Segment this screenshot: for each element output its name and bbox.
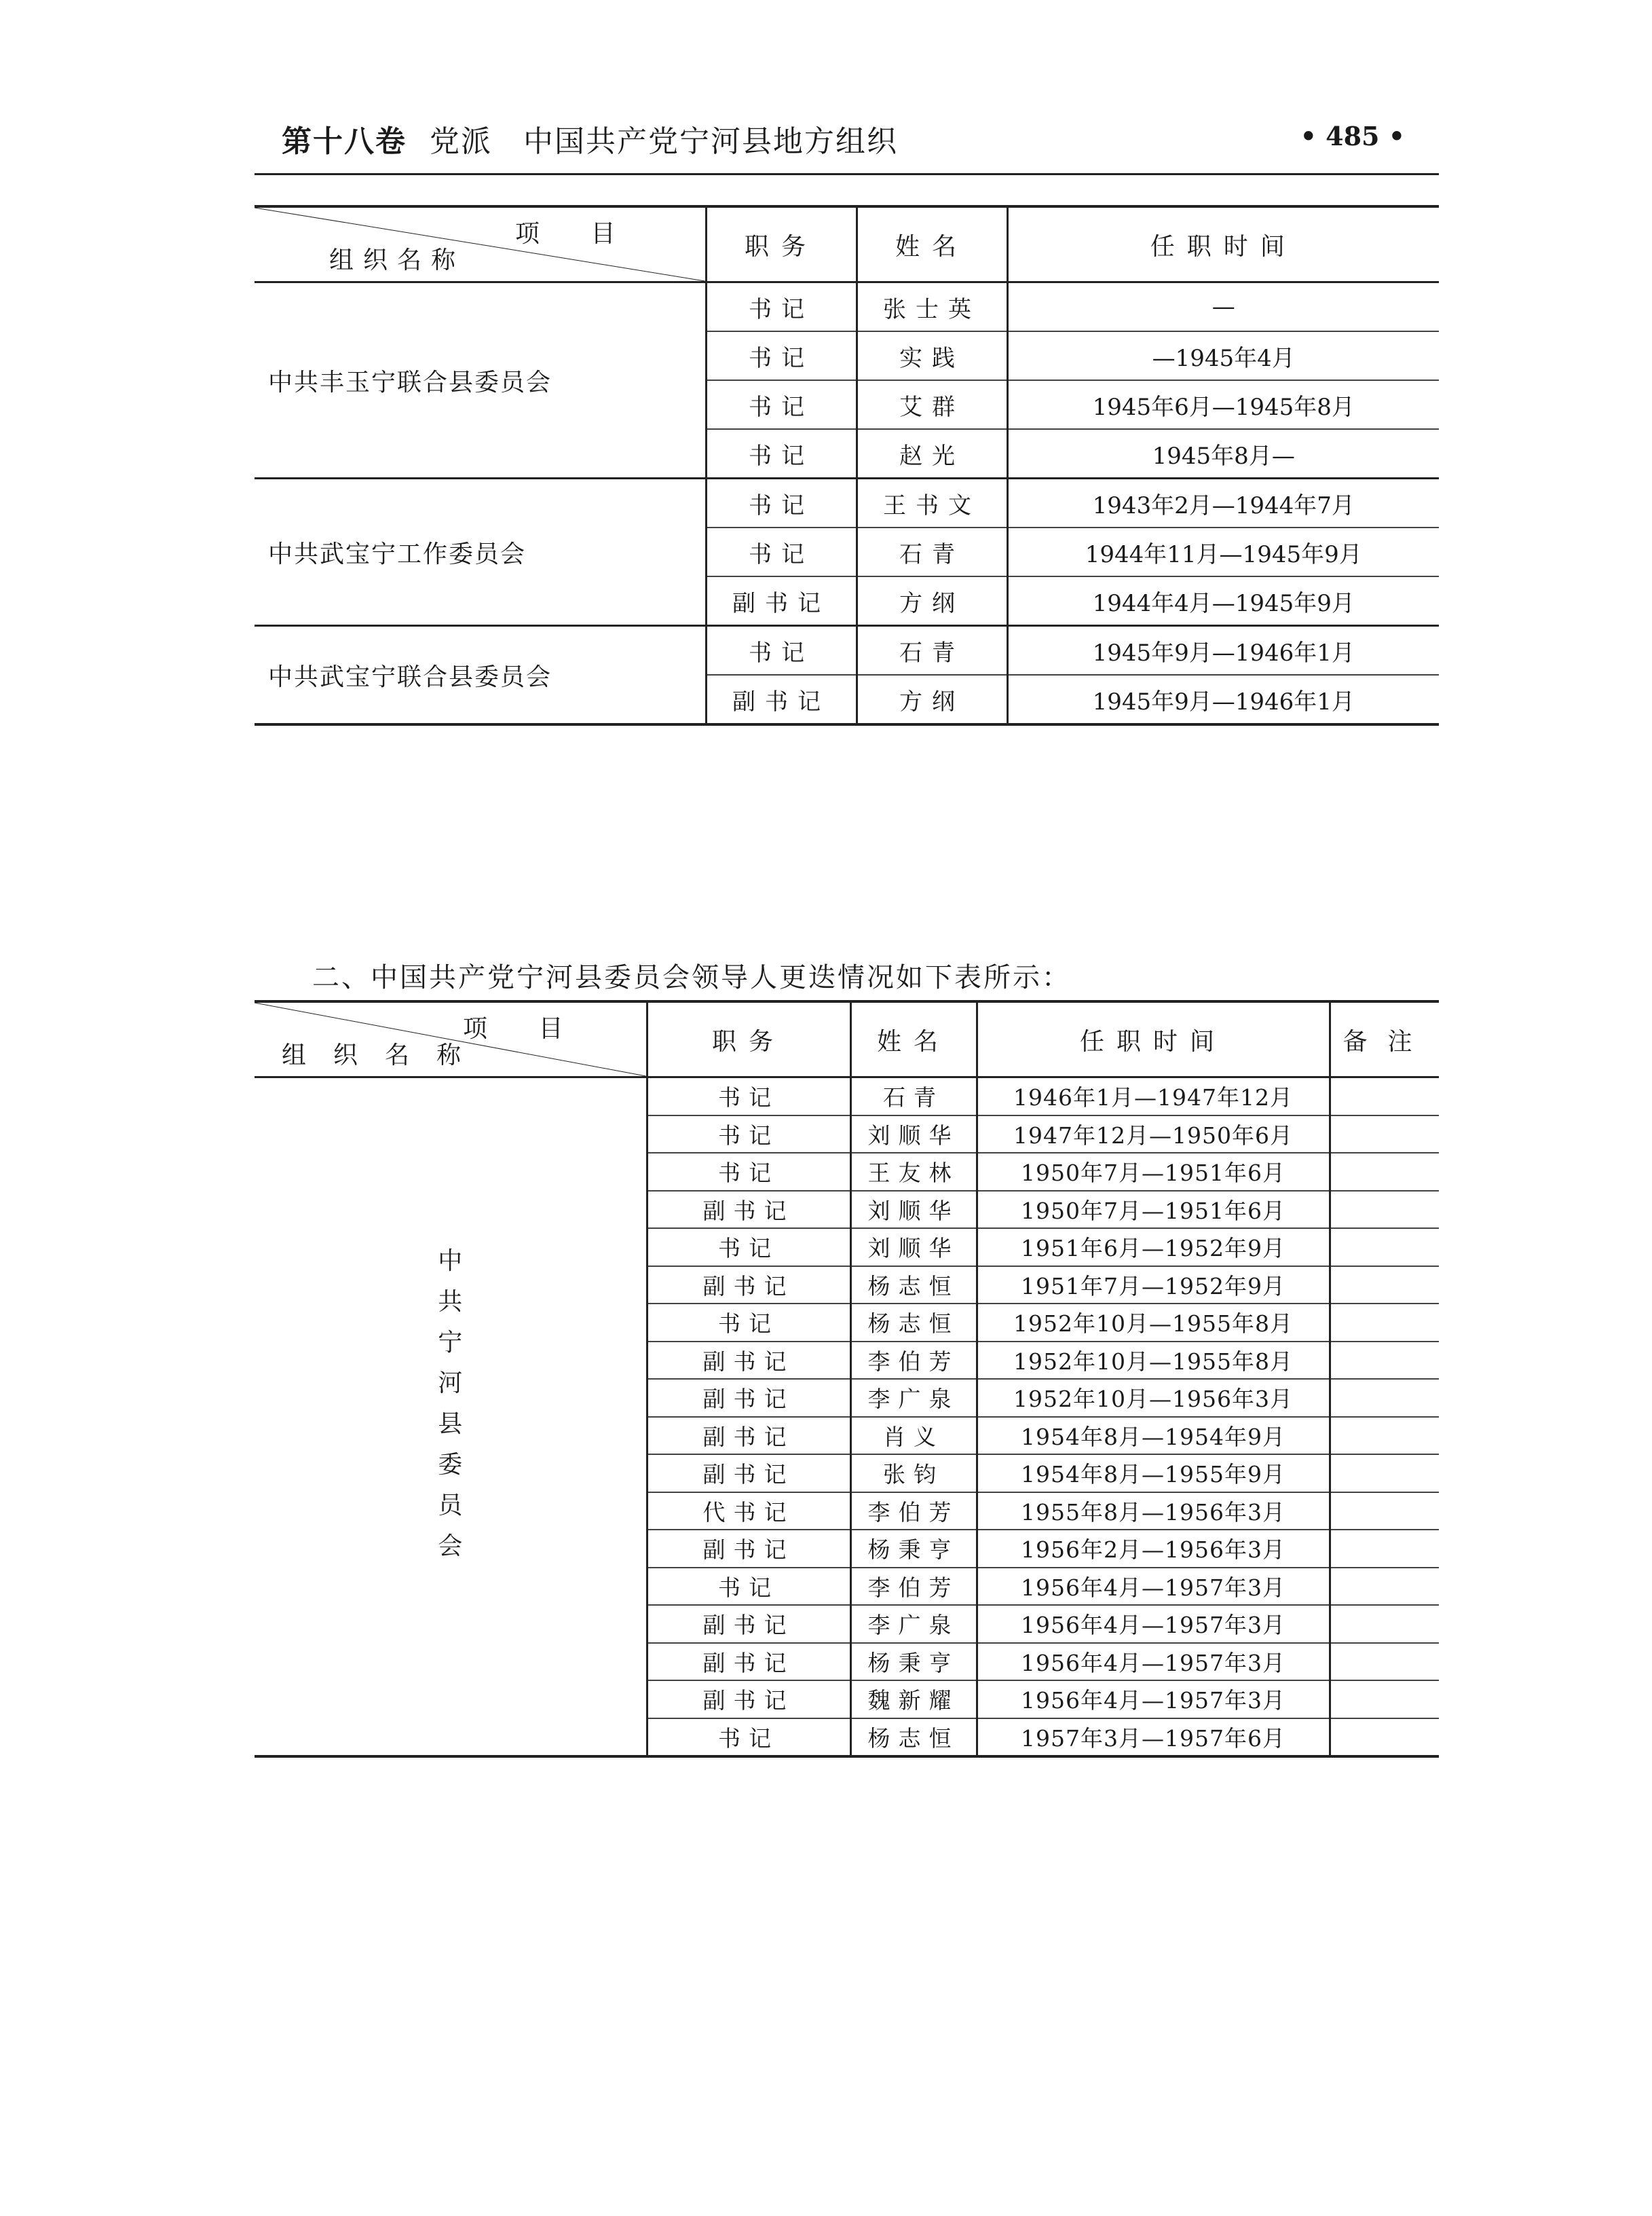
name-cell: 杨志恒 xyxy=(850,1266,977,1304)
period-cell: 1956年4月—1957年3月 xyxy=(977,1643,1330,1681)
position-cell: 书记 xyxy=(706,282,857,332)
name-cell: 刘顺华 xyxy=(850,1228,977,1266)
corner-diagonal xyxy=(255,208,705,281)
position-cell: 副书记 xyxy=(706,576,857,626)
position-cell: 副书记 xyxy=(647,1417,850,1455)
corner-header xyxy=(255,1001,647,1077)
position-cell: 副书记 xyxy=(647,1266,850,1304)
org-name-char: 宁 xyxy=(438,1329,463,1356)
org-name-char: 会 xyxy=(438,1532,463,1560)
name-cell: 赵光 xyxy=(857,429,1007,479)
position-cell: 副书记 xyxy=(647,1530,850,1568)
org-name-cell: 中共武宝宁联合县委员会 xyxy=(255,626,706,725)
remark-cell xyxy=(1330,1342,1439,1380)
position-cell: 副书记 xyxy=(647,1379,850,1417)
org-name-char: 河 xyxy=(438,1369,463,1397)
name-cell: 王书文 xyxy=(857,479,1007,528)
remark-cell xyxy=(1330,1266,1439,1304)
position-cell: 书记 xyxy=(647,1115,850,1153)
position-cell: 书记 xyxy=(706,479,857,528)
page-number: • 485 • xyxy=(1300,121,1405,151)
position-cell: 书记 xyxy=(706,528,857,576)
remark-cell xyxy=(1330,1191,1439,1229)
remark-cell xyxy=(1330,1718,1439,1757)
period-cell: 1952年10月—1956年3月 xyxy=(977,1379,1330,1417)
position-cell: 书记 xyxy=(706,331,857,380)
period-cell: 1944年4月—1945年9月 xyxy=(1007,576,1439,626)
remark-cell xyxy=(1330,1454,1439,1492)
table-body xyxy=(255,1077,1439,1757)
position-cell: 书记 xyxy=(647,1718,850,1757)
position-cell: 副书记 xyxy=(647,1643,850,1681)
position-cell: 副书记 xyxy=(647,1454,850,1492)
name-cell: 杨志恒 xyxy=(850,1304,977,1342)
name-header: 姓名 xyxy=(857,206,1007,282)
period-cell: 1951年7月—1952年9月 xyxy=(977,1266,1330,1304)
position-cell: 副书记 xyxy=(647,1605,850,1643)
position-cell: 书记 xyxy=(706,380,857,429)
name-cell: 实践 xyxy=(857,331,1007,380)
position-cell: 副书记 xyxy=(647,1680,850,1718)
period-cell: 1954年8月—1954年9月 xyxy=(977,1417,1330,1455)
period-cell: 1952年10月—1955年8月 xyxy=(977,1304,1330,1342)
corner-item-label: 项 目 xyxy=(463,1015,585,1043)
position-cell: 书记 xyxy=(647,1568,850,1606)
remark-cell xyxy=(1330,1417,1439,1455)
remark-cell xyxy=(1330,1304,1439,1342)
position-cell: 书记 xyxy=(647,1304,850,1342)
name-cell: 刘顺华 xyxy=(850,1191,977,1229)
org-name-char: 中 xyxy=(438,1247,463,1275)
org-name-cell: 中共武宝宁工作委员会 xyxy=(255,479,706,626)
name-cell: 张钧 xyxy=(850,1454,977,1492)
period-cell: 1956年4月—1957年3月 xyxy=(977,1605,1330,1643)
chapter-title: 第十八卷 xyxy=(282,124,407,159)
name-cell: 李伯芳 xyxy=(850,1342,977,1380)
name-cell: 方纲 xyxy=(857,675,1007,724)
remark-header: 备注 xyxy=(1330,1001,1439,1077)
position-cell: 副书记 xyxy=(647,1342,850,1380)
name-cell: 魏新耀 xyxy=(850,1680,977,1718)
name-cell: 刘顺华 xyxy=(850,1115,977,1153)
header-divider xyxy=(255,173,1439,175)
name-cell: 李伯芳 xyxy=(850,1492,977,1530)
period-cell: 1950年7月—1951年6月 xyxy=(977,1153,1330,1191)
org-name-char: 员 xyxy=(438,1492,463,1519)
period-cell: 1950年7月—1951年6月 xyxy=(977,1191,1330,1229)
period-cell: 1944年11月—1945年9月 xyxy=(1007,528,1439,576)
remark-cell xyxy=(1330,1379,1439,1417)
page-header xyxy=(255,117,1439,158)
corner-org-label: 组织名称 xyxy=(329,246,466,274)
name-cell: 石青 xyxy=(857,528,1007,576)
period-header: 任职时间 xyxy=(1007,206,1439,282)
name-cell: 李伯芳 xyxy=(850,1568,977,1606)
position-cell: 副书记 xyxy=(706,675,857,724)
name-cell: 石青 xyxy=(857,626,1007,676)
section-title: 党派 中国共产党宁河县地方组织 xyxy=(430,124,898,159)
name-cell: 杨志恒 xyxy=(850,1718,977,1757)
period-cell: 1952年10月—1955年8月 xyxy=(977,1342,1330,1380)
name-cell: 王友林 xyxy=(850,1153,977,1191)
org-name-cell xyxy=(255,1077,647,1757)
period-cell: 1954年8月—1955年9月 xyxy=(977,1454,1330,1492)
period-cell: 1957年3月—1957年6月 xyxy=(977,1718,1330,1757)
remark-cell xyxy=(1330,1530,1439,1568)
position-header: 职务 xyxy=(706,206,857,282)
remark-cell xyxy=(1330,1605,1439,1643)
period-cell: 1946年1月—1947年12月 xyxy=(977,1077,1330,1115)
table-row xyxy=(255,626,1439,676)
corner-org-label: 组织名称 xyxy=(282,1041,489,1069)
org-name-char: 委 xyxy=(438,1451,463,1479)
period-cell: 1945年9月—1946年1月 xyxy=(1007,626,1439,676)
position-cell: 书记 xyxy=(706,626,857,676)
corner-item-label: 项 目 xyxy=(515,220,637,248)
remark-cell xyxy=(1330,1492,1439,1530)
name-cell: 方纲 xyxy=(857,576,1007,626)
section-intro: 二、中国共产党宁河县委员会领导人更迭情况如下表所示： xyxy=(312,962,1071,993)
period-cell: —1945年4月 xyxy=(1007,331,1439,380)
remark-cell xyxy=(1330,1568,1439,1606)
remark-cell xyxy=(1330,1115,1439,1153)
position-header: 职务 xyxy=(647,1001,850,1077)
name-header: 姓名 xyxy=(850,1001,977,1077)
leaders-table-pre1946 xyxy=(255,205,1439,726)
org-name-char: 县 xyxy=(438,1410,463,1438)
name-cell: 肖义 xyxy=(850,1417,977,1455)
leaders-table-county-committee xyxy=(255,1000,1439,1758)
period-cell: 1945年9月—1946年1月 xyxy=(1007,675,1439,724)
position-cell: 书记 xyxy=(647,1153,850,1191)
position-cell: 书记 xyxy=(647,1228,850,1266)
name-cell: 石青 xyxy=(850,1077,977,1115)
position-cell: 书记 xyxy=(706,429,857,479)
org-name-char: 共 xyxy=(438,1288,463,1316)
corner-header xyxy=(255,206,706,282)
period-header: 任职时间 xyxy=(977,1001,1330,1077)
period-cell: 1951年6月—1952年9月 xyxy=(977,1228,1330,1266)
remark-cell xyxy=(1330,1643,1439,1681)
org-name-cell: 中共丰玉宁联合县委员会 xyxy=(255,282,706,479)
name-cell: 张士英 xyxy=(857,282,1007,332)
name-cell: 杨秉亨 xyxy=(850,1530,977,1568)
table-row xyxy=(255,1077,1439,1115)
table-row xyxy=(255,282,1439,332)
period-cell: 1956年4月—1957年3月 xyxy=(977,1680,1330,1718)
name-cell: 杨秉亨 xyxy=(850,1643,977,1681)
period-cell: 1956年4月—1957年3月 xyxy=(977,1568,1330,1606)
remark-cell xyxy=(1330,1077,1439,1115)
remark-cell xyxy=(1330,1153,1439,1191)
period-cell: 1947年12月—1950年6月 xyxy=(977,1115,1330,1153)
table-row xyxy=(255,479,1439,528)
position-cell: 副书记 xyxy=(647,1191,850,1229)
period-cell: 1943年2月—1944年7月 xyxy=(1007,479,1439,528)
name-cell: 李广泉 xyxy=(850,1379,977,1417)
period-cell: 1945年6月—1945年8月 xyxy=(1007,380,1439,429)
period-cell: — xyxy=(1007,282,1439,332)
remark-cell xyxy=(1330,1228,1439,1266)
period-cell: 1956年2月—1956年3月 xyxy=(977,1530,1330,1568)
position-cell: 书记 xyxy=(647,1077,850,1115)
period-cell: 1945年8月— xyxy=(1007,429,1439,479)
name-cell: 艾群 xyxy=(857,380,1007,429)
position-cell: 代书记 xyxy=(647,1492,850,1530)
remark-cell xyxy=(1330,1680,1439,1718)
name-cell: 李广泉 xyxy=(850,1605,977,1643)
period-cell: 1955年8月—1956年3月 xyxy=(977,1492,1330,1530)
